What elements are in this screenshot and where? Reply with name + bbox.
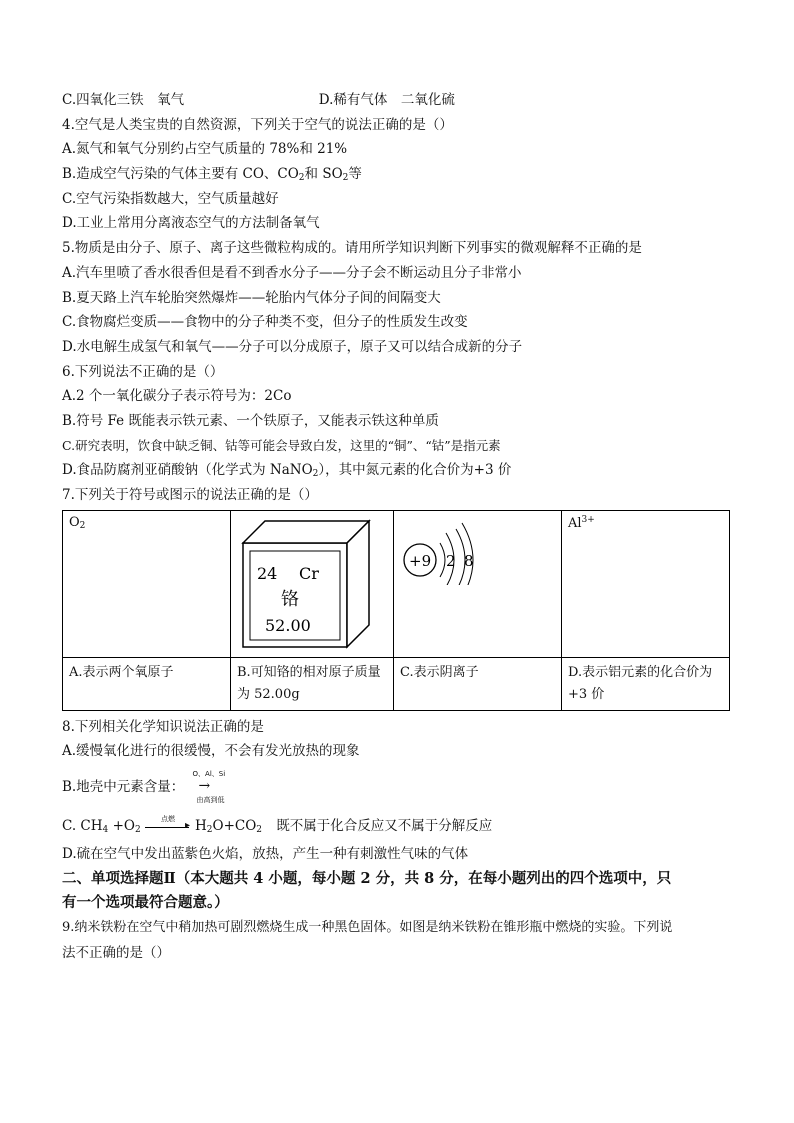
section-2-heading-line2: 有一个选项最符合题意。）: [62, 894, 229, 912]
q8b-arrow-group: [189, 769, 239, 804]
q3-option-c: C.四氧化三铁 氧气: [62, 92, 185, 108]
section-2-heading-line1: 二、单项选择题Ⅱ（本大题共 4 小题，每小题 2 分，共 8 分，在每小题列出的四个选项中，只: [62, 869, 672, 887]
document-page: [62, 88, 732, 966]
q7-table: [62, 510, 730, 711]
q5-option-c: C.食物腐烂变质——食物中的分子种类不变，但分子的性质发生改变: [62, 314, 468, 331]
ion-shell-1: 2: [446, 551, 456, 570]
q3-option-d: D.稀有气体 二氧化硫: [318, 92, 455, 108]
q4-option-b: B.造成空气污染的气体主要有 CO、$CO_2$和 $SO_2$等: [62, 166, 362, 184]
q8-option-c: C. $CH_4 +O_2$ 点燃 ▸ $H_2O+CO_2$ 既不属于化合反应又不属于分解反应: [62, 814, 493, 836]
q7-option-d: D.表示铝元素的化合价为+3 价: [562, 657, 730, 710]
q4-option-a: A.氮气和氧气分别约占空气质量的 78%和 21%: [62, 141, 348, 158]
ion-shell-2: 8: [464, 551, 474, 570]
q7-stem: 7.下列关于符号或图示的说法正确的是（）: [62, 487, 318, 503]
q6-option-d: D.食品防腐剂亚硝酸钠（化学式为 NaNO$_2$），其中氮元素的化合价为+3 价: [62, 462, 512, 480]
q5-stem: 5.物质是由分子、原子、离子这些微粒构成的。请用所学知识判断下列事实的微观解释不正确的是: [62, 240, 642, 257]
q6-option-c: C.研究表明，饮食中缺乏铜、钴等可能会导致白发，这里的“铜”、“钴”是指元素: [62, 437, 501, 453]
q4-option-d: D.工业上常用分离液态空气的方法制备氧气: [62, 215, 320, 232]
ion-structure-diagram: [400, 515, 500, 585]
q8-stem: 8.下列相关化学知识说法正确的是: [62, 718, 264, 735]
cr-name: 铬: [281, 588, 299, 610]
cr-atomic-number: 24: [257, 563, 278, 583]
cr-mass: 52.00: [265, 615, 311, 635]
q9-stem-line1: 9.纳米铁粉在空气中稍加热可剧烈燃烧生成一种黑色固体。如图是纳米铁粉在锥形瓶中燃烧的实验。下列说: [62, 920, 673, 936]
q8c-reaction-arrow: 点燃 ▸: [145, 817, 195, 837]
ion-nucleus: +9: [409, 551, 432, 570]
q7-cell-o2: $O_2$: [63, 510, 231, 657]
q6-stem: 6.下列说法不正确的是（）: [62, 363, 224, 380]
q5-option-b: B.夏天路上汽车轮胎突然爆炸——轮胎内气体分子间的间隔变大: [62, 289, 441, 306]
q4-option-c: C.空气污染指数越大，空气质量越好: [62, 190, 279, 207]
q8-option-b: B.地壳中元素含量： O、Al、Si → 由高到低: [62, 764, 732, 810]
q7-cell-chromium: [231, 510, 394, 657]
q4-stem: 4.空气是人类宝贵的自然资源，下列关于空气的说法正确的是（）: [62, 116, 453, 133]
q8b-order-note: 由高到低: [196, 795, 225, 804]
q8c-condition: 点燃: [160, 814, 175, 823]
q7-cell-ion: [394, 510, 562, 657]
q7-option-c: C.表示阴离子: [394, 657, 562, 710]
q5-option-a: A.汽车里喷了香水很香但是看不到香水分子——分子会不断运动且分子非常小: [62, 264, 522, 281]
q7-option-b: B.可知铬的相对原子质量为 52.00g: [231, 657, 394, 710]
q6-option-b: B.符号 Fe 既能表示铁元素、一个铁原子，又能表示铁这种单质: [62, 412, 439, 429]
q7-option-a: A.表示两个氧原子: [63, 657, 231, 710]
cr-symbol: Cr: [299, 563, 319, 583]
q3-options-cd: [62, 88, 732, 113]
q9-stem-line2: 法不正确的是（）: [62, 944, 170, 961]
q5-option-d: D.水电解生成氢气和氧气——分子可以分成原子，原子又可以结合成新的分子: [62, 338, 523, 355]
q8-option-d: D.硫在空气中发出蓝紫色火焰，放热，产生一种有刺激性气味的气体: [62, 846, 469, 863]
q7-cell-al: $Al^{3+}$: [562, 510, 730, 657]
q8b-arrow-icon: →: [198, 777, 211, 794]
q8b-elements: O、Al、Si: [192, 769, 226, 778]
q8-option-a: A.缓慢氧化进行的很缓慢，不会有发光放热的现象: [62, 743, 360, 760]
chromium-element-cube: [237, 515, 387, 649]
q6-option-a: A.2 个一氧化碳分子表示符号为：2Co: [62, 388, 292, 405]
